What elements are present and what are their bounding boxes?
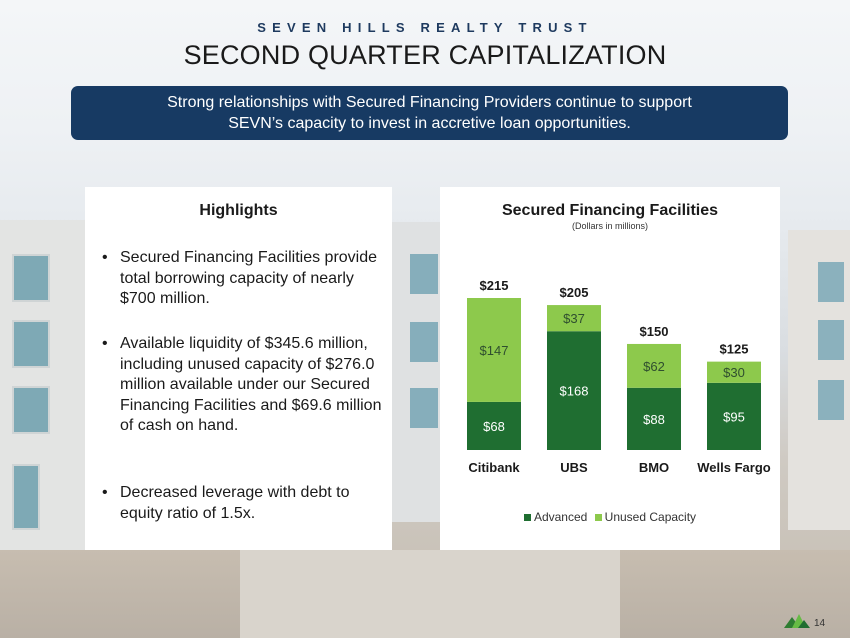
background-window <box>12 386 50 434</box>
highlight-text: Secured Financing Facilities provide total borrowing capacity of nearly $700 million. <box>120 249 378 307</box>
legend-swatch-unused <box>595 514 602 521</box>
data-label-total: $215 <box>479 278 509 293</box>
highlight-item <box>102 483 382 524</box>
data-label-total: $150 <box>639 323 669 339</box>
data-label-total: $125 <box>719 341 749 357</box>
chart-subtitle: (Dollars in millions) <box>571 221 648 231</box>
highlights-panel <box>85 187 392 550</box>
page-number: 14 <box>814 618 826 629</box>
company-name: SEVEN HILLS REALTY TRUST <box>257 20 593 35</box>
legend-item-unused-capacity <box>595 510 696 524</box>
category-label: UBS <box>560 460 588 475</box>
stacked-bar-chart <box>440 187 780 507</box>
chart-title: Secured Financing Facilities <box>501 202 719 219</box>
data-label-unused: $30 <box>723 365 745 381</box>
legend-label: Unused Capacity <box>604 510 697 524</box>
category-label: BMO <box>638 460 670 475</box>
background-window <box>12 320 50 368</box>
bullet-marker: • <box>102 484 108 501</box>
data-label-advanced: $68 <box>483 418 505 434</box>
data-label-unused: $37 <box>563 311 585 327</box>
background-window <box>410 322 438 362</box>
background-window <box>410 388 438 428</box>
highlight-text: Available liquidity of $345.6 million, including unused capacity of $276.0 million available under our Secured Financing Facilities and $69.6 million of cash on hand. <box>120 335 382 434</box>
banner-line: Strong relationships with Secured Financing Providers continue to support <box>167 94 692 111</box>
background-walkway <box>240 550 620 638</box>
banner-line: SEVN’s capacity to invest in accretive loan opportunities. <box>228 115 631 132</box>
background-building-middle <box>390 222 440 522</box>
legend-label: Advanced <box>533 510 588 524</box>
category-label: Citibank <box>468 460 520 475</box>
bullet-marker: • <box>102 249 108 266</box>
background-window <box>818 262 844 302</box>
background-building-right <box>788 230 850 530</box>
highlight-item <box>102 248 382 310</box>
bullet-marker: • <box>102 335 108 352</box>
background-window <box>12 254 50 302</box>
background-building-left <box>0 220 88 550</box>
slide-title: SECOND QUARTER CAPITALIZATION <box>183 40 667 70</box>
data-label-unused: $62 <box>643 358 665 374</box>
category-label: Wells Fargo <box>697 460 771 475</box>
highlights-heading: Highlights <box>199 202 278 219</box>
legend-item-advanced <box>524 510 591 524</box>
data-label-advanced: $88 <box>643 411 665 427</box>
background-window <box>818 380 844 420</box>
highlight-item <box>102 334 382 437</box>
data-label-total: $205 <box>559 285 589 301</box>
chart-legend <box>440 510 780 524</box>
chart-panel <box>440 187 780 550</box>
background-door <box>12 464 40 530</box>
data-label-unused: $147 <box>479 342 509 358</box>
background-window <box>410 254 438 294</box>
data-label-advanced: $95 <box>723 409 745 425</box>
company-logo-icon <box>784 612 810 628</box>
data-label-advanced: $168 <box>559 383 589 399</box>
highlight-text: Decreased leverage with debt to equity ratio of 1.5x. <box>120 484 350 522</box>
message-banner <box>71 86 788 140</box>
background-window <box>818 320 844 360</box>
legend-swatch-advanced <box>524 514 531 521</box>
